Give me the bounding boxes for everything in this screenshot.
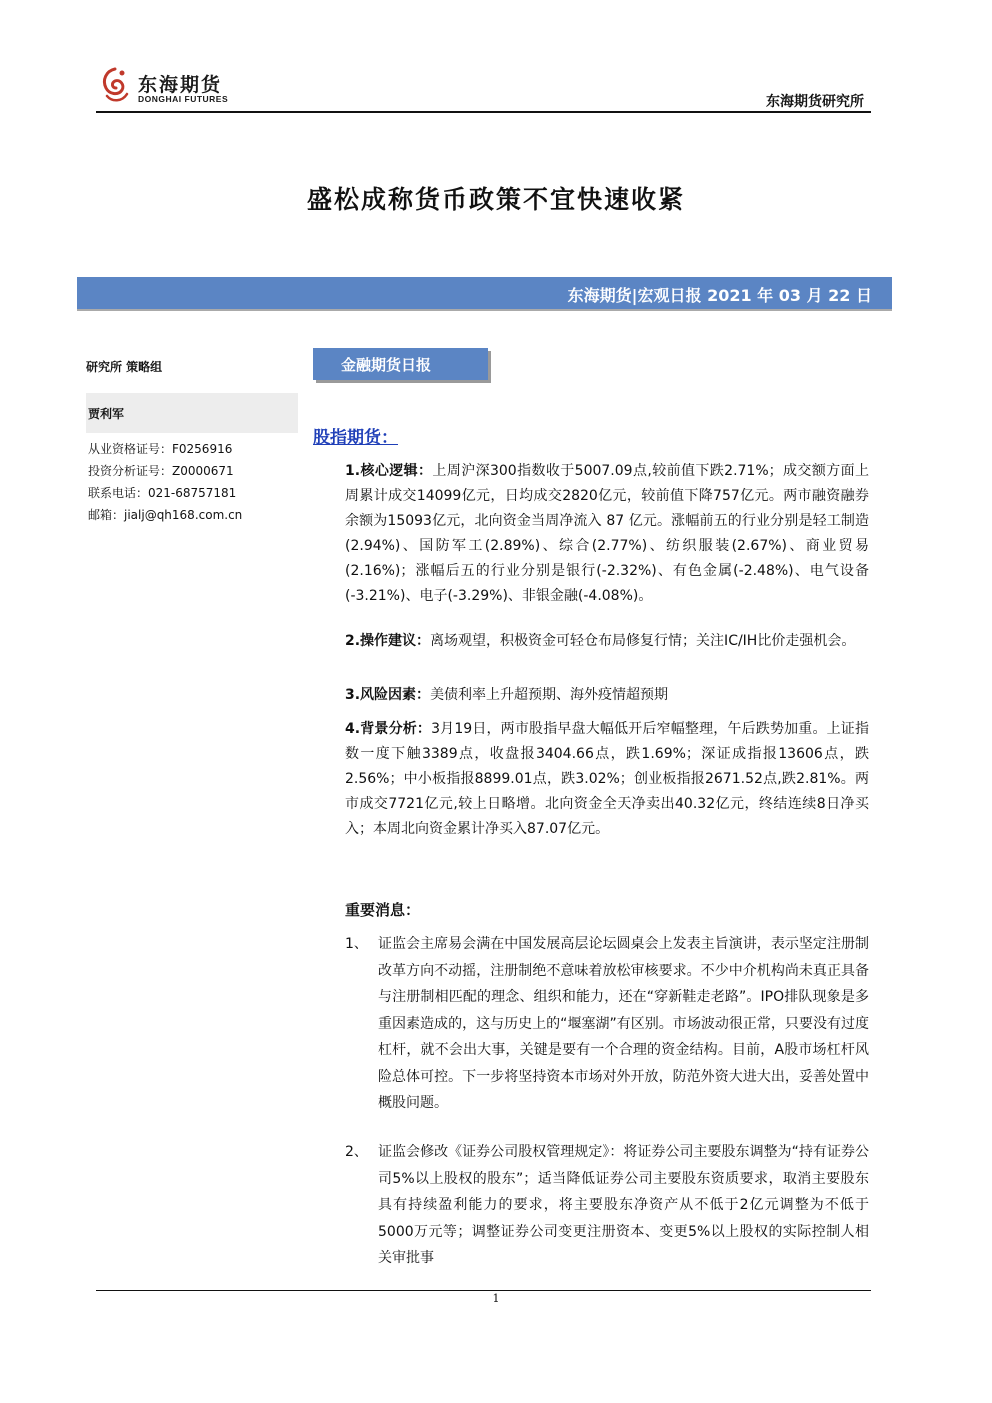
news-item — [345, 931, 869, 1117]
report-type-label: 金融期货日报 — [341, 356, 432, 374]
footer-divider — [96, 1290, 871, 1291]
report-banner — [77, 277, 892, 309]
company-logo — [98, 66, 258, 110]
dragon-logo-icon — [98, 66, 132, 106]
report-type-tag — [313, 348, 488, 380]
news-item — [345, 1139, 869, 1272]
paragraph-label: 1.核心逻辑： — [345, 463, 433, 479]
document-title: 盛松成称货币政策不宜快速收紧 — [306, 185, 685, 214]
paragraph-label: 3.风险因素： — [345, 687, 431, 703]
qualification-number: 从业资格证号：F0256916 — [88, 442, 233, 456]
paragraph-text: 上周沪深300指数收于5007.09点,较前值下跌2.71%；成交额方面上周累计成交14099亿元，日均成交2820亿元，较前值下降757亿元。两市融资融券余额为15093亿元，北向资金当周净流入 87 亿元。涨幅前五的行业分别是轻工制造(2.94%)、国防军工(2.89%)、综合(2.77%)、纺织服装(2.67%)、商业贸易(2.16%)；涨幅后五的行业分别是银行(-2.32%)、有色金属(-2.48%)、电气设备(-3.21%)、电子(-3.29%)、非银金融(-4.08%)。 — [345, 463, 869, 604]
paragraph-text: 美债利率上升超预期、海外疫情超预期 — [430, 687, 669, 703]
author-contact — [88, 438, 242, 526]
email-address: 邮箱：jialj@qh168.com.cn — [88, 508, 243, 522]
background-analysis-paragraph — [345, 717, 869, 842]
paragraph-text: 3月19日，两市股指早盘大幅低开后窄幅整理，午后跌势加重。上证指数一度下触3389点，收盘报3404.66点，跌1.69%；深证成指报13606点，跌2.56%；中小板指报8899.01点，跌3.02%；创业板指报2671.52点,跌2.81%。两市成交7721亿元,较上日略增。北向资金全天净卖出40.32亿元，终结连续8日净买入；本周北向资金累计净买入87.07亿元。 — [345, 721, 869, 837]
news-number: 1、 — [345, 936, 368, 952]
news-text: 证监会修改《证券公司股权管理规定》：将证券公司主要股东调整为“持有证券公司5%以上股权的股东”；适当降低证券公司主要股东资质要求，取消主要股东具有持续盈利能力的要求，将主要股东净资产从不低于2亿元调整为不低于5000万元等；调整证券公司变更注册资本、变更5%以上股权的实际控制人相关审批事 — [378, 1144, 869, 1266]
section-title: 股指期货： — [313, 428, 398, 448]
logo-text-cn: 东海期货 — [138, 74, 223, 96]
page-number: 1 — [492, 1292, 500, 1305]
paragraph-label: 2.操作建议： — [345, 633, 431, 649]
team-label: 研究所 策略组 — [86, 360, 163, 374]
institute-name: 东海期货研究所 — [766, 94, 864, 110]
news-text: 证监会主席易会满在中国发展高层论坛圆桌会上发表主旨演讲，表示坚定注册制改革方向不动摇，注册制绝不意味着放松审核要求。不少中介机构尚未真正具备与注册制相匹配的理念、组织和能力，还在“穿新鞋走老路”。IPO排队现象是多重因素造成的，这与历史上的“堰塞湖”有区别。市场波动很正常，只要没有过度杠杆，就不会出大事，关键是要有一个合理的资金结构。目前，A股市场杠杆风险总体可控。下一步将坚持资本市场对外开放，防范外资大进大出，妥善处置中概股问题。 — [378, 936, 869, 1111]
logo-text-en: DONGHAI FUTURES — [138, 94, 229, 104]
risk-factors-paragraph — [345, 683, 869, 708]
core-logic-paragraph — [345, 459, 869, 609]
news-number: 2、 — [345, 1144, 368, 1160]
phone-number: 联系电话：021-68757181 — [88, 486, 237, 500]
banner-text: 东海期货|宏观日报 2021 年 03 月 22 日 — [567, 286, 872, 305]
news-heading: 重要消息： — [345, 901, 421, 919]
author-sidebar — [86, 358, 298, 522]
operation-advice-paragraph — [345, 629, 869, 654]
author-name: 贾利军 — [88, 407, 125, 421]
paragraph-text: 离场观望，积极资金可轻仓布局修复行情；关注IC/IH比价走强机会。 — [430, 633, 856, 649]
analysis-certificate: 投资分析证号：Z0000671 — [88, 464, 234, 478]
header-divider — [96, 111, 871, 113]
paragraph-label: 4.背景分析： — [345, 721, 432, 737]
